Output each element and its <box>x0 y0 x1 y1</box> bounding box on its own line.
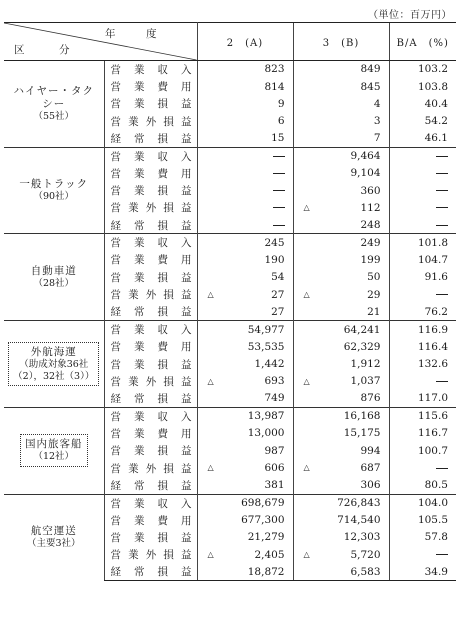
cell-value: 54,977 <box>247 323 285 336</box>
value-a <box>197 563 293 580</box>
value-b <box>293 390 389 407</box>
cell-value: 101.8 <box>417 236 448 249</box>
item-label: 経常損益 <box>104 563 197 580</box>
value-ratio <box>389 130 456 147</box>
cell-value: 814 <box>264 80 285 93</box>
category-count: （28社） <box>33 277 75 289</box>
cell-value: 132.6 <box>417 358 448 371</box>
value-a <box>197 217 293 234</box>
cell-value: 849 <box>360 63 381 76</box>
cell-value: 54 <box>271 271 285 284</box>
value-a <box>197 373 293 390</box>
cell-value: 876 <box>360 392 381 405</box>
item-label: 営業費用 <box>104 251 197 268</box>
category-header: 区 分 <box>14 44 82 56</box>
value-b <box>293 494 389 511</box>
value-ratio <box>389 338 456 355</box>
value-b <box>293 563 389 580</box>
negative-mark: △ <box>303 376 310 386</box>
value-a <box>197 251 293 268</box>
value-ratio <box>389 234 456 251</box>
value-a <box>197 321 293 338</box>
value-a <box>197 95 293 112</box>
category-name: 外航海運 <box>30 345 77 358</box>
table-row <box>4 61 456 78</box>
unit-label: （単位：百万円） <box>368 10 452 21</box>
item-label: 営業収入 <box>104 494 197 511</box>
value-a <box>197 130 293 147</box>
value-b <box>293 130 389 147</box>
table-row <box>4 234 456 251</box>
cell-value: 749 <box>264 392 285 405</box>
item-label: 営業費用 <box>104 425 197 442</box>
cell-value: 987 <box>264 444 285 457</box>
cell-value: 677,300 <box>241 514 285 527</box>
cell-value: 845 <box>360 80 381 93</box>
value-b <box>293 251 389 268</box>
value-a <box>197 425 293 442</box>
value-a <box>197 477 293 494</box>
value-a <box>197 529 293 546</box>
category-cell <box>4 147 104 234</box>
dash-mark <box>436 554 448 555</box>
item-label: 営業外損益 <box>104 286 197 303</box>
table-header-row <box>4 23 456 61</box>
category-cell <box>4 61 104 148</box>
negative-mark: △ <box>303 203 310 213</box>
item-label: 営業損益 <box>104 182 197 199</box>
cell-value: 18,872 <box>247 565 285 578</box>
cell-value: 381 <box>264 479 285 492</box>
item-label: 営業外損益 <box>104 459 197 476</box>
value-a <box>197 113 293 130</box>
category-count: （主要3社） <box>26 538 81 550</box>
value-a <box>197 494 293 511</box>
item-label: 営業損益 <box>104 529 197 546</box>
cell-value: 53,535 <box>247 340 285 353</box>
cell-value: 823 <box>264 63 285 76</box>
dash-mark <box>273 156 285 157</box>
category-name: ハイヤー・タク シー <box>13 84 94 110</box>
value-ratio <box>389 529 456 546</box>
cell-value: 5,720 <box>350 548 381 561</box>
item-label: 営業費用 <box>104 338 197 355</box>
value-b <box>293 442 389 459</box>
category-count: （55社） <box>33 111 75 123</box>
category-cell <box>4 321 104 408</box>
item-label: 営業外損益 <box>104 546 197 563</box>
category-count: （90社） <box>33 191 75 203</box>
negative-mark: △ <box>303 463 310 473</box>
cell-value: 40.4 <box>424 97 448 110</box>
dash-mark <box>436 190 448 191</box>
dash-mark <box>436 294 448 295</box>
category-count: （助成対象36社 （2），32社（3）） <box>13 358 95 382</box>
cell-value: 54.2 <box>424 115 448 128</box>
value-ratio <box>389 269 456 286</box>
value-b <box>293 147 389 164</box>
value-b <box>293 95 389 112</box>
value-b <box>293 355 389 372</box>
item-label: 営業外損益 <box>104 199 197 216</box>
cell-value: 64,241 <box>343 323 381 336</box>
cell-value: 13,000 <box>247 427 285 440</box>
item-label: 経常損益 <box>104 390 197 407</box>
dash-mark <box>436 381 448 382</box>
cell-value: 100.7 <box>417 444 448 457</box>
cell-value: 116.9 <box>417 323 448 336</box>
value-ratio <box>389 165 456 182</box>
value-b <box>293 546 389 563</box>
item-label: 営業損益 <box>104 269 197 286</box>
financial-table <box>4 22 456 581</box>
cell-value: 104.7 <box>417 253 448 266</box>
value-a <box>197 61 293 78</box>
cell-value: 15,175 <box>343 427 381 440</box>
dash-mark <box>436 156 448 157</box>
diagonal-header-cell <box>4 23 197 61</box>
item-label: 営業費用 <box>104 78 197 95</box>
category-cell <box>4 494 104 581</box>
value-a <box>197 459 293 476</box>
cell-value: 21,279 <box>247 531 285 544</box>
cell-value: 4 <box>373 97 381 110</box>
item-label: 営業損益 <box>104 442 197 459</box>
cell-value: 76.2 <box>424 305 448 318</box>
cell-value: 606 <box>264 462 285 475</box>
cell-value: 2,405 <box>254 548 285 561</box>
item-label: 営業収入 <box>104 147 197 164</box>
item-label: 営業損益 <box>104 95 197 112</box>
dash-mark <box>273 173 285 174</box>
cell-value: 1,037 <box>350 375 381 388</box>
category-cell <box>4 234 104 321</box>
cell-value: 105.5 <box>417 514 448 527</box>
cell-value: 117.0 <box>417 392 448 405</box>
item-label: 営業損益 <box>104 355 197 372</box>
value-ratio <box>389 425 456 442</box>
cell-value: 115.6 <box>417 410 448 423</box>
item-label: 営業収入 <box>104 61 197 78</box>
dash-mark <box>273 225 285 226</box>
cell-value: 249 <box>360 236 381 249</box>
cell-value: 714,540 <box>337 514 381 527</box>
category-label <box>4 85 104 123</box>
value-ratio <box>389 546 456 563</box>
item-label: 営業外損益 <box>104 373 197 390</box>
cell-value: 46.1 <box>424 132 448 145</box>
value-ratio <box>389 147 456 164</box>
value-b <box>293 61 389 78</box>
value-b <box>293 234 389 251</box>
item-label: 営業収入 <box>104 234 197 251</box>
value-ratio <box>389 217 456 234</box>
cell-value: 9 <box>277 97 285 110</box>
value-b <box>293 165 389 182</box>
cell-value: 306 <box>360 479 381 492</box>
cell-value: 15 <box>271 132 285 145</box>
value-ratio <box>389 321 456 338</box>
negative-mark: △ <box>207 550 214 560</box>
item-label: 営業費用 <box>104 165 197 182</box>
value-b <box>293 459 389 476</box>
value-b <box>293 477 389 494</box>
category-label <box>8 342 99 387</box>
cell-value: 91.6 <box>424 271 448 284</box>
value-ratio <box>389 373 456 390</box>
cell-value: 16,168 <box>343 410 381 423</box>
value-ratio <box>389 407 456 424</box>
value-a <box>197 390 293 407</box>
value-b <box>293 529 389 546</box>
value-a <box>197 269 293 286</box>
cell-value: 112 <box>360 201 381 214</box>
cell-value: 6,583 <box>350 565 381 578</box>
cell-value: 3 <box>373 115 381 128</box>
value-b <box>293 113 389 130</box>
col-header-a: 2 (A) <box>197 23 293 61</box>
value-a <box>197 338 293 355</box>
cell-value: 687 <box>360 462 381 475</box>
year-header: 年 度 <box>105 28 167 40</box>
value-b <box>293 425 389 442</box>
cell-value: 27 <box>271 305 285 318</box>
value-b <box>293 338 389 355</box>
table-row <box>4 494 456 511</box>
value-ratio <box>389 286 456 303</box>
cell-value: 1,442 <box>254 358 285 371</box>
item-label: 経常損益 <box>104 303 197 320</box>
item-label: 経常損益 <box>104 130 197 147</box>
item-label: 営業収入 <box>104 321 197 338</box>
value-a <box>197 182 293 199</box>
table-row <box>4 407 456 424</box>
value-b <box>293 182 389 199</box>
category-name: 国内旅客船 <box>25 438 83 451</box>
value-ratio <box>389 390 456 407</box>
value-b <box>293 511 389 528</box>
cell-value: 190 <box>264 253 285 266</box>
table-row <box>4 321 456 338</box>
dash-mark <box>273 190 285 191</box>
value-a <box>197 355 293 372</box>
value-a <box>197 147 293 164</box>
value-ratio <box>389 355 456 372</box>
cell-value: 80.5 <box>424 479 448 492</box>
cell-value: 199 <box>360 253 381 266</box>
item-label: 営業外損益 <box>104 113 197 130</box>
cell-value: 245 <box>264 236 285 249</box>
value-a <box>197 78 293 95</box>
category-label <box>4 178 104 203</box>
category-name: 自動車道 <box>30 264 77 277</box>
cell-value: 7 <box>373 132 381 145</box>
value-a <box>197 303 293 320</box>
category-label <box>4 525 104 550</box>
cell-value: 116.7 <box>417 427 448 440</box>
cell-value: 9,464 <box>350 150 381 163</box>
value-b <box>293 269 389 286</box>
cell-value: 1,912 <box>350 358 381 371</box>
negative-mark: △ <box>303 289 310 299</box>
value-b <box>293 78 389 95</box>
negative-mark: △ <box>207 463 214 473</box>
value-ratio <box>389 563 456 580</box>
value-ratio <box>389 442 456 459</box>
value-ratio <box>389 182 456 199</box>
value-ratio <box>389 494 456 511</box>
item-label: 経常損益 <box>104 217 197 234</box>
value-a <box>197 286 293 303</box>
dash-mark <box>436 173 448 174</box>
negative-mark: △ <box>207 376 214 386</box>
value-b <box>293 407 389 424</box>
category-label <box>4 265 104 290</box>
value-ratio <box>389 303 456 320</box>
table-body <box>4 61 456 581</box>
value-ratio <box>389 199 456 216</box>
cell-value: 116.4 <box>417 340 448 353</box>
value-a <box>197 546 293 563</box>
value-a <box>197 165 293 182</box>
dash-mark <box>273 207 285 208</box>
dash-mark <box>436 207 448 208</box>
cell-value: 9,104 <box>350 167 381 180</box>
negative-mark: △ <box>303 550 310 560</box>
value-b <box>293 303 389 320</box>
cell-value: 994 <box>360 444 381 457</box>
value-ratio <box>389 61 456 78</box>
value-b <box>293 373 389 390</box>
item-label: 経常損益 <box>104 477 197 494</box>
value-a <box>197 407 293 424</box>
value-a <box>197 442 293 459</box>
dash-mark <box>436 468 448 469</box>
cell-value: 34.9 <box>424 565 448 578</box>
category-cell <box>4 407 104 494</box>
table-row <box>4 147 456 164</box>
category-count: （12社） <box>33 451 75 463</box>
cell-value: 104.0 <box>417 497 448 510</box>
value-ratio <box>389 78 456 95</box>
value-a <box>197 199 293 216</box>
value-b <box>293 321 389 338</box>
cell-value: 360 <box>360 184 381 197</box>
cell-value: 13,987 <box>247 410 285 423</box>
col-header-ratio: B/A (%) <box>389 23 456 61</box>
value-ratio <box>389 459 456 476</box>
cell-value: 693 <box>264 375 285 388</box>
cell-value: 50 <box>367 271 381 284</box>
negative-mark: △ <box>207 289 214 299</box>
value-b <box>293 286 389 303</box>
value-a <box>197 511 293 528</box>
value-ratio <box>389 113 456 130</box>
cell-value: 698,679 <box>241 497 285 510</box>
cell-value: 103.2 <box>417 63 448 76</box>
cell-value: 62,329 <box>343 340 381 353</box>
cell-value: 6 <box>277 115 285 128</box>
col-header-b: 3 (B) <box>293 23 389 61</box>
cell-value: 726,843 <box>337 497 381 510</box>
category-name: 航空運送 <box>30 525 77 538</box>
value-ratio <box>389 477 456 494</box>
value-a <box>197 234 293 251</box>
category-label <box>20 434 88 467</box>
cell-value: 103.8 <box>417 80 448 93</box>
value-ratio <box>389 511 456 528</box>
item-label: 営業費用 <box>104 511 197 528</box>
cell-value: 57.8 <box>424 531 448 544</box>
category-name: 一般トラック <box>19 178 89 191</box>
value-b <box>293 217 389 234</box>
cell-value: 248 <box>360 219 381 232</box>
item-label: 営業収入 <box>104 407 197 424</box>
dash-mark <box>436 225 448 226</box>
cell-value: 21 <box>367 305 381 318</box>
cell-value: 27 <box>271 288 285 301</box>
value-ratio <box>389 95 456 112</box>
value-ratio <box>389 251 456 268</box>
cell-value: 29 <box>367 288 381 301</box>
cell-value: 12,303 <box>343 531 381 544</box>
value-b <box>293 199 389 216</box>
